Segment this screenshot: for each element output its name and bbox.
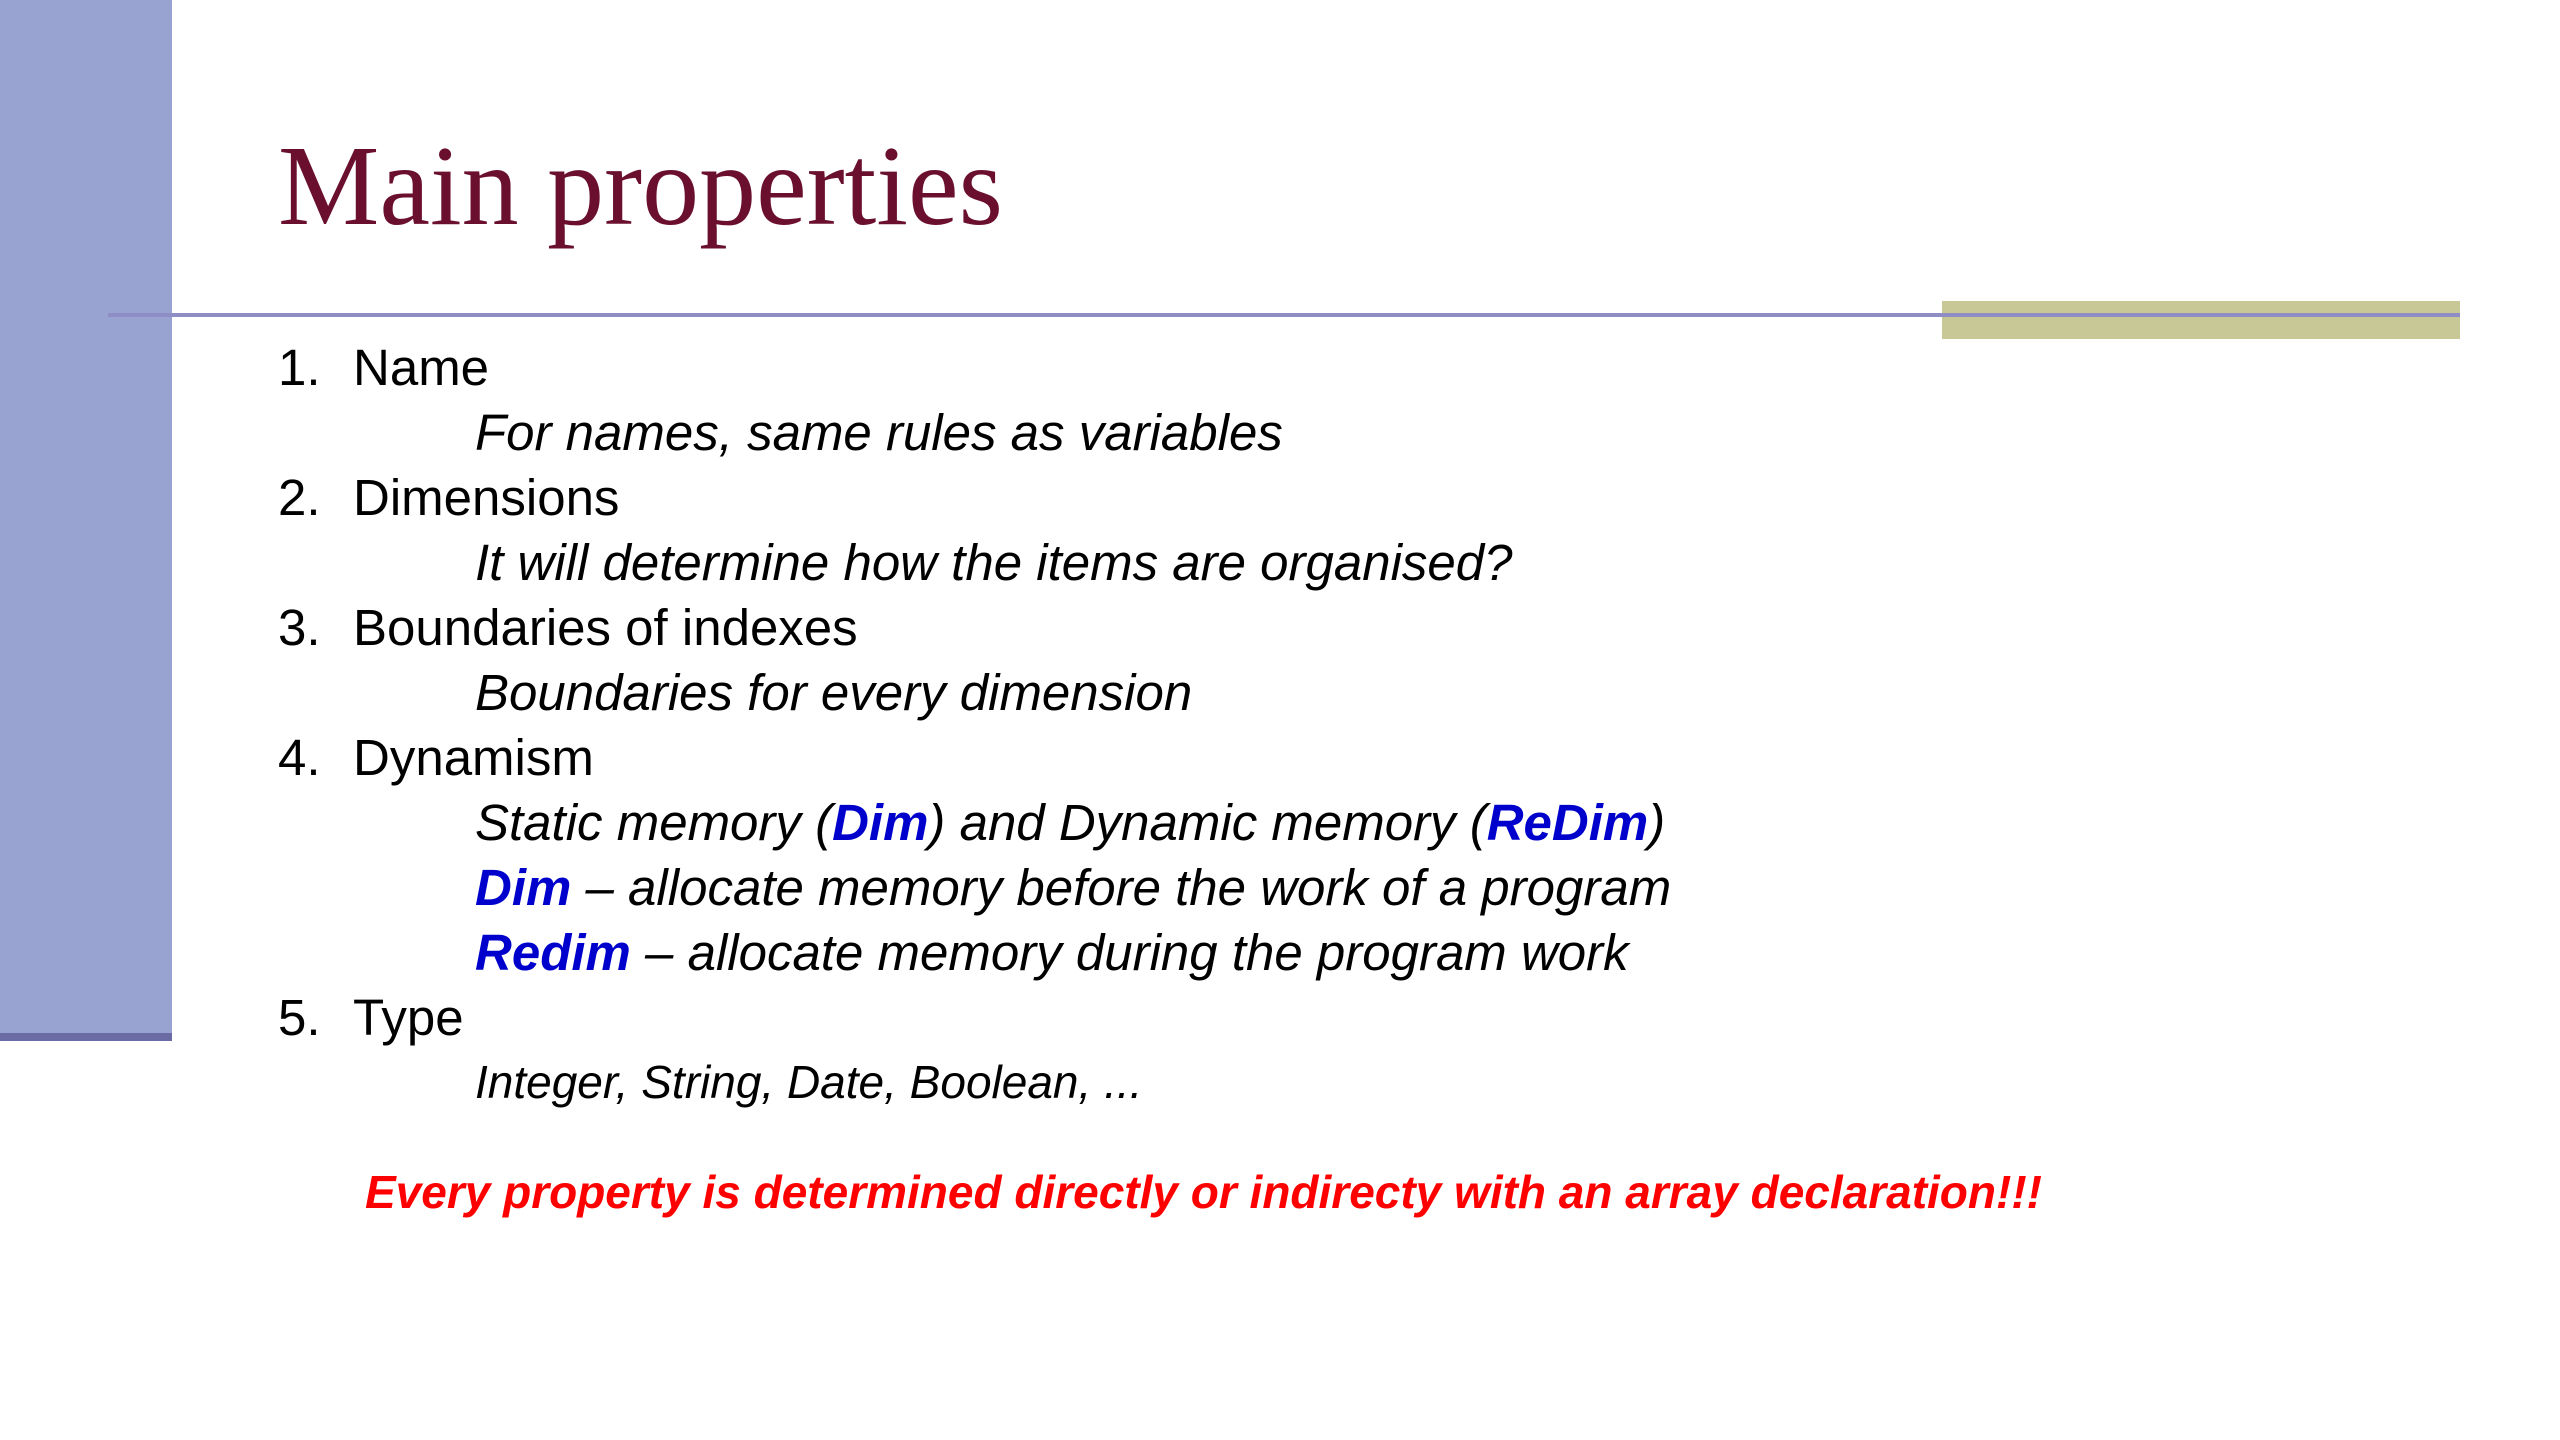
emphasis-note: Every property is determined directly or indirecty with an array declaration!!! bbox=[365, 1166, 2042, 1218]
list-item-dynamism bbox=[278, 725, 2378, 790]
list-item-boundaries bbox=[278, 595, 2378, 660]
keyword-redim: ReDim bbox=[1486, 794, 1649, 851]
left-band-edge bbox=[0, 1033, 172, 1041]
list-label: Dynamism bbox=[353, 729, 594, 786]
list-number: 3. bbox=[278, 599, 321, 656]
list-label: Name bbox=[353, 339, 490, 396]
properties-list bbox=[278, 335, 2378, 1115]
list-label: Boundaries of indexes bbox=[353, 599, 858, 656]
title-rule bbox=[108, 313, 2460, 317]
list-item-name bbox=[278, 335, 2378, 400]
slide-title: Main properties bbox=[278, 122, 1003, 249]
list-number: 2. bbox=[278, 469, 321, 526]
keyword-dim: Dim bbox=[475, 859, 572, 916]
detail-redim bbox=[278, 920, 2378, 985]
detail-text: – allocate memory during the program work bbox=[630, 924, 1629, 981]
detail-text: – allocate memory before the work of a program bbox=[571, 859, 1672, 916]
list-label: Dimensions bbox=[353, 469, 620, 526]
detail-dim bbox=[278, 855, 2378, 920]
list-number: 5. bbox=[278, 989, 321, 1046]
list-label: Type bbox=[353, 989, 464, 1046]
list-item-type bbox=[278, 985, 2378, 1050]
left-decorative-band bbox=[0, 0, 172, 1033]
keyword-redim: Redim bbox=[475, 924, 631, 981]
list-number: 1. bbox=[278, 339, 321, 396]
detail-text: Static memory ( bbox=[475, 794, 833, 851]
detail-name: For names, same rules as variables bbox=[475, 404, 1283, 461]
detail-text: ) and Dynamic memory ( bbox=[928, 794, 1487, 851]
detail-boundaries: Boundaries for every dimension bbox=[475, 664, 1193, 721]
detail-static-dynamic bbox=[278, 790, 2378, 855]
list-number: 4. bbox=[278, 729, 321, 786]
accent-bar bbox=[1942, 301, 2460, 339]
detail-type: Integer, String, Date, Boolean, ... bbox=[475, 1056, 1143, 1108]
keyword-dim: Dim bbox=[832, 794, 929, 851]
detail-dimensions: It will determine how the items are organised? bbox=[475, 534, 1513, 591]
detail-text: ) bbox=[1648, 794, 1666, 851]
list-item-dimensions bbox=[278, 465, 2378, 530]
